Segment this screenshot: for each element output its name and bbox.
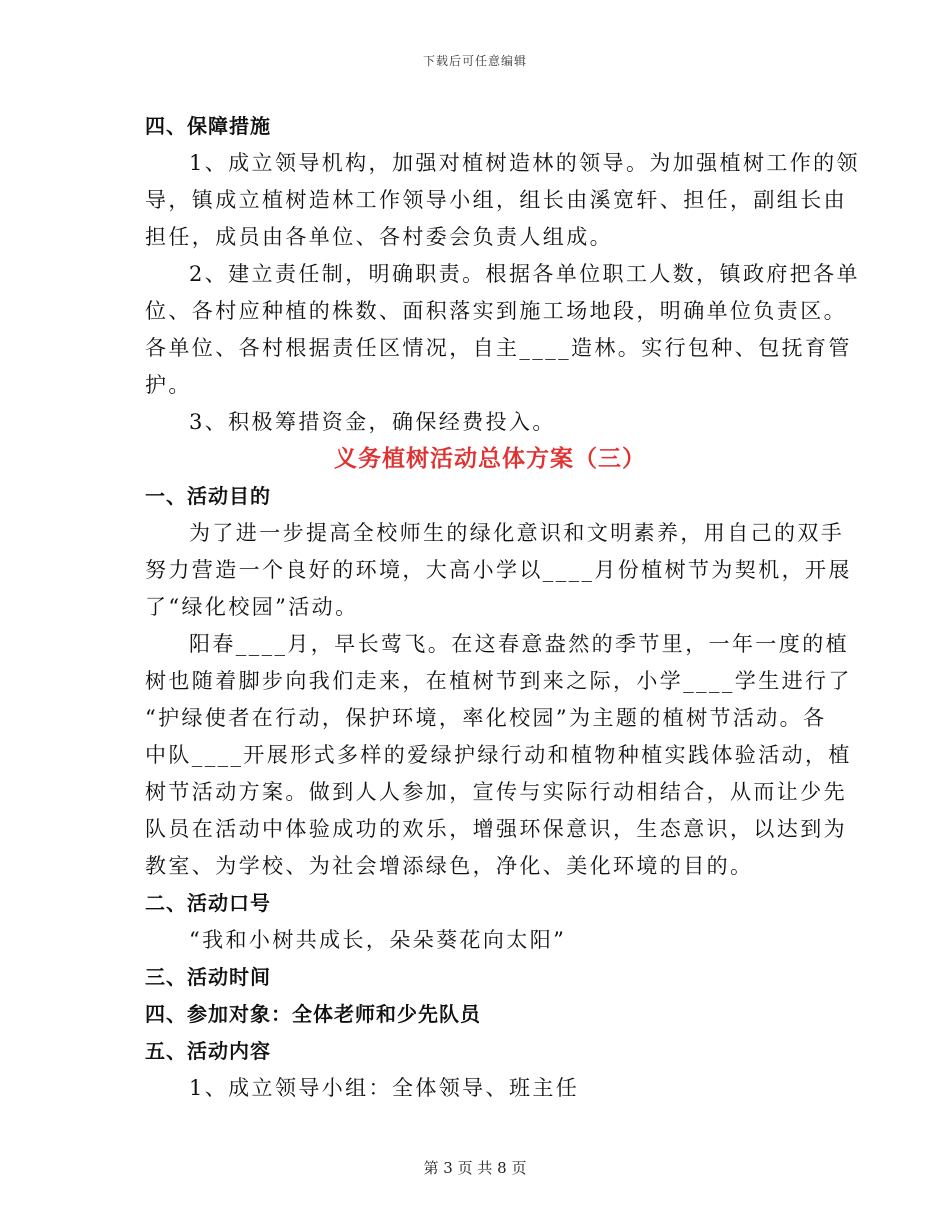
section-heading-safeguards: 四、保障措施 [145, 114, 271, 138]
text-line: 努力营造一个良好的环境，大高小学以____月份植树节为契机，开展 [145, 558, 852, 582]
paragraph-purpose-2 [145, 626, 852, 885]
text-line: 担任，成员由各单位、各村委会负责人组成。 [145, 225, 613, 249]
text-line: 阳春____月，早长莺飞。在这春意盎然的季节里，一年一度的植 [189, 632, 849, 656]
paragraph-responsibility [145, 256, 860, 404]
section-heading-purpose: 一、活动目的 [145, 484, 271, 508]
page-header-note: 下载后可任意编辑 [422, 54, 527, 68]
text-line: “护绿使者在行动，保护环境，率化校园”为主题的植树节活动。各 [145, 706, 827, 730]
text-line: 2、建立责任制，明确职责。根据各单位职工人数，镇政府把各单 [189, 262, 860, 286]
page-footer-number: 第 3 页 共 8 页 [423, 1159, 527, 1177]
text-line: 树也随着脚步向我们走来，在植树节到来之际，小学____学生进行了 [145, 669, 852, 693]
section-heading-time: 三、活动时间 [145, 965, 271, 989]
text-line: 导，镇成立植树造林工作领导小组，组长由溪宽轩、担任，副组长由 [145, 188, 847, 212]
slogan-text: “我和小树共成长，朵朵葵花向太阳” [189, 928, 567, 952]
text-line: 队员在活动中体验成功的欢乐，增强环保意识，生态意识，以达到为 [145, 817, 847, 841]
text-line: 1、成立领导机构，加强对植树造林的领导。为加强植树工作的领 [189, 151, 860, 175]
document-body [145, 108, 860, 1107]
text-line: 位、各村应种植的株数、面积落实到施工场地段，明确单位负责区。 [145, 299, 847, 323]
document-title: 义务植树活动总体方案（三） [334, 446, 646, 472]
paragraph-funding [145, 404, 805, 441]
text-line: 各单位、各村根据责任区情况，自主____造林。实行包种、包抚育管 [145, 336, 852, 360]
section-heading-slogan: 二、活动口号 [145, 891, 271, 915]
section-heading-content: 五、活动内容 [145, 1039, 271, 1063]
text-line: 中队____开展形式多样的爱绿护绿行动和植物种植实践体验活动，植 [145, 743, 852, 767]
text-line: 了“绿化校园”活动。 [145, 595, 359, 619]
paragraph-purpose-1 [145, 515, 852, 626]
text-line: 树节活动方案。做到人人参加，宣传与实际行动相结合，从而让少先 [145, 780, 847, 804]
paragraph-leadership [145, 145, 860, 256]
content-item-1: 1、成立领导小组：全体领导、班主任 [189, 1076, 580, 1100]
text-line: 为了进一步提高全校师生的绿化意识和文明素养，用自己的双手 [189, 521, 845, 545]
text-line: 3、积极筹措资金，确保经费投入。 [189, 410, 556, 434]
text-line: 护。 [145, 373, 192, 397]
text-line: 教室、为学校、为社会增添绿色，净化、美化环境的目的。 [145, 854, 754, 878]
section-heading-participants: 四、参加对象：全体老师和少先队员 [145, 1002, 481, 1026]
